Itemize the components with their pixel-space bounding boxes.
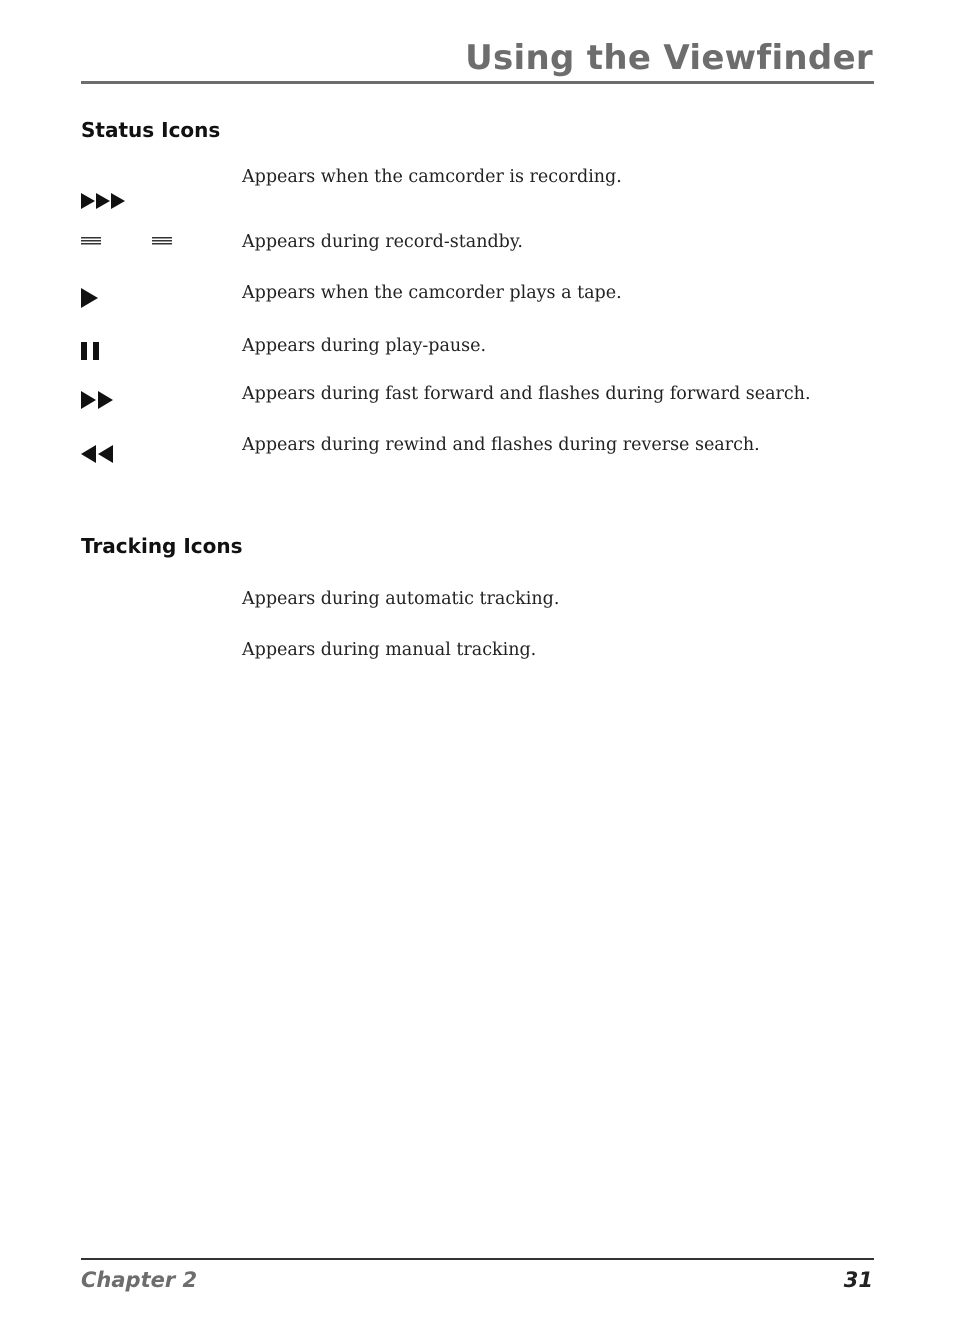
status-row-play: Appears when the camcorder plays a tape.	[242, 283, 622, 303]
status-icons-heading: Status Icons	[81, 118, 221, 142]
footer-chapter-label: Chapter 2	[81, 1268, 198, 1292]
record-icon	[81, 193, 127, 209]
status-row-fast-forward: Appears during fast forward and flashes during forward search.	[242, 384, 811, 404]
play-icon	[81, 288, 99, 308]
status-row-record-standby: Appears during record-standby.	[242, 232, 523, 252]
status-row-record: Appears when the camcorder is recording.	[242, 167, 622, 187]
page-title: Using the Viewfinder	[465, 38, 873, 78]
pause-icon	[81, 342, 101, 360]
record-standby-icon	[81, 237, 176, 247]
tracking-icons-heading: Tracking Icons	[81, 534, 243, 558]
status-row-rewind: Appears during rewind and flashes during reverse search.	[242, 435, 760, 455]
rewind-icon	[81, 445, 115, 463]
footer-divider	[81, 1258, 874, 1260]
header-divider	[81, 81, 874, 84]
fast-forward-icon	[81, 391, 115, 409]
tracking-row-automatic: Appears during automatic tracking.	[242, 589, 560, 609]
status-row-pause: Appears during play-pause.	[242, 336, 487, 356]
page-number: 31	[843, 1268, 873, 1292]
tracking-row-manual: Appears during manual tracking.	[242, 640, 537, 660]
